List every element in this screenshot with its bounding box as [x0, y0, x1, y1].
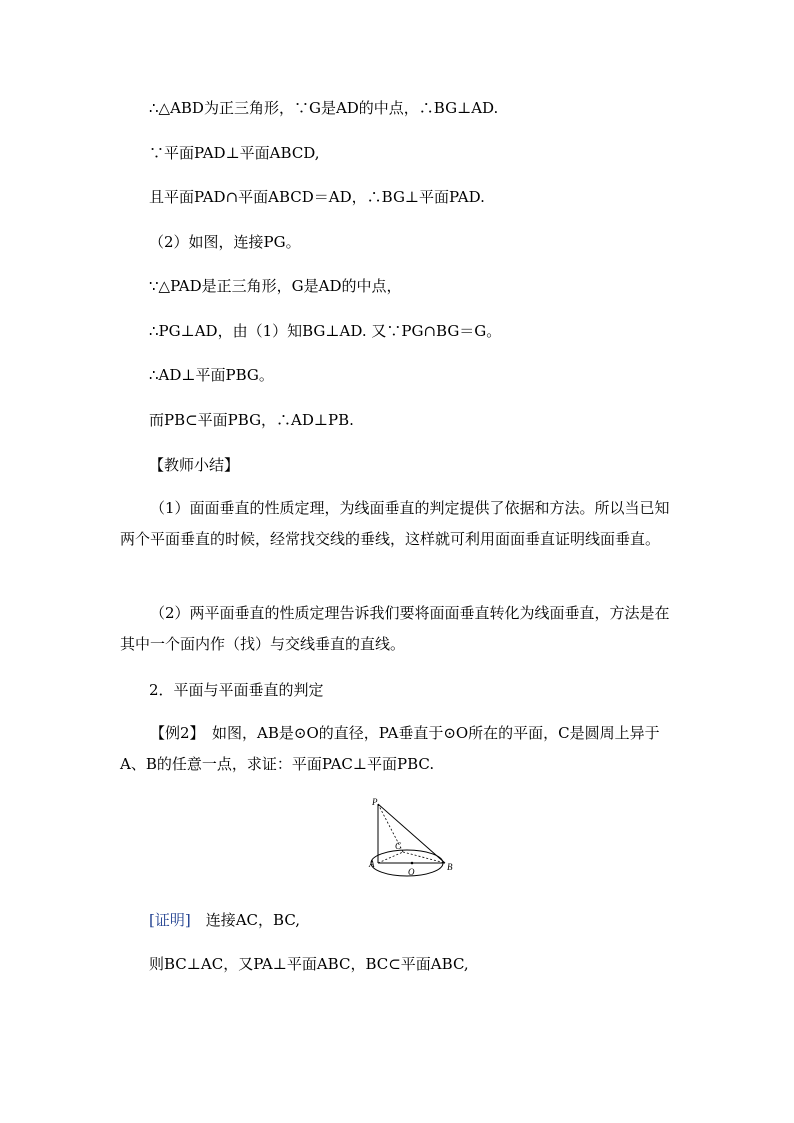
geometry-figure	[365, 797, 465, 887]
text-line-1: ∴△ABD为正三角形，∵G是AD的中点，∴BG⊥AD.	[149, 99, 499, 117]
label-b: B	[447, 862, 453, 872]
text-line-7: ∴AD⊥平面PBG。	[149, 366, 274, 384]
example-2-tag: 【例2】	[150, 724, 198, 742]
example-2-paragraph	[120, 718, 685, 780]
label-o: O	[408, 867, 415, 877]
proof-label: [证明]	[149, 911, 191, 929]
text-line-3: 且平面PAD∩平面ABCD＝AD，∴BG⊥平面PAD.	[149, 188, 485, 206]
label-a: A	[369, 859, 375, 869]
text-line-8: 而PB⊂平面PBG，∴AD⊥PB.	[149, 411, 354, 429]
text-line-5: ∵△PAD是正三角形，G是AD的中点，	[149, 277, 402, 295]
label-c: C	[395, 841, 402, 851]
proof-line-1	[149, 910, 300, 930]
proof-text-1: 连接AC，BC,	[190, 911, 301, 929]
section-2-title: 2．平面与平面垂直的判定	[149, 681, 324, 699]
label-p: P	[372, 797, 378, 807]
example-2-text: 如图，AB是⊙O的直径，PA垂直于⊙O所在的平面，C是圆周上异于A、B的任意一点，求证：平面PAC⊥平面PBC.	[120, 724, 660, 773]
text-line-2: ∵平面PAD⊥平面ABCD,	[149, 144, 320, 162]
summary-heading: 【教师小结】	[149, 456, 240, 474]
summary-paragraph-2: （2）两平面垂直的性质定理告诉我们要将面面垂直转化为线面垂直，方法是在其中一个面内作（找）与交线垂直的直线。	[120, 604, 670, 653]
center-point-o	[411, 862, 414, 865]
text-line-6: ∴PG⊥AD，由（1）知BG⊥AD. 又∵PG∩BG＝G。	[149, 322, 502, 340]
text-line-4: （2）如图，连接PG。	[149, 233, 301, 251]
proof-line-2: 则BC⊥AC，又PA⊥平面ABC，BC⊂平面ABC,	[149, 955, 469, 973]
summary-paragraph-1: （1）面面垂直的性质定理，为线面垂直的判定提供了依据和方法。所以当已知两个平面垂直的时候，经常找交线的垂线，这样就可利用面面垂直证明线面垂直。	[120, 499, 670, 548]
